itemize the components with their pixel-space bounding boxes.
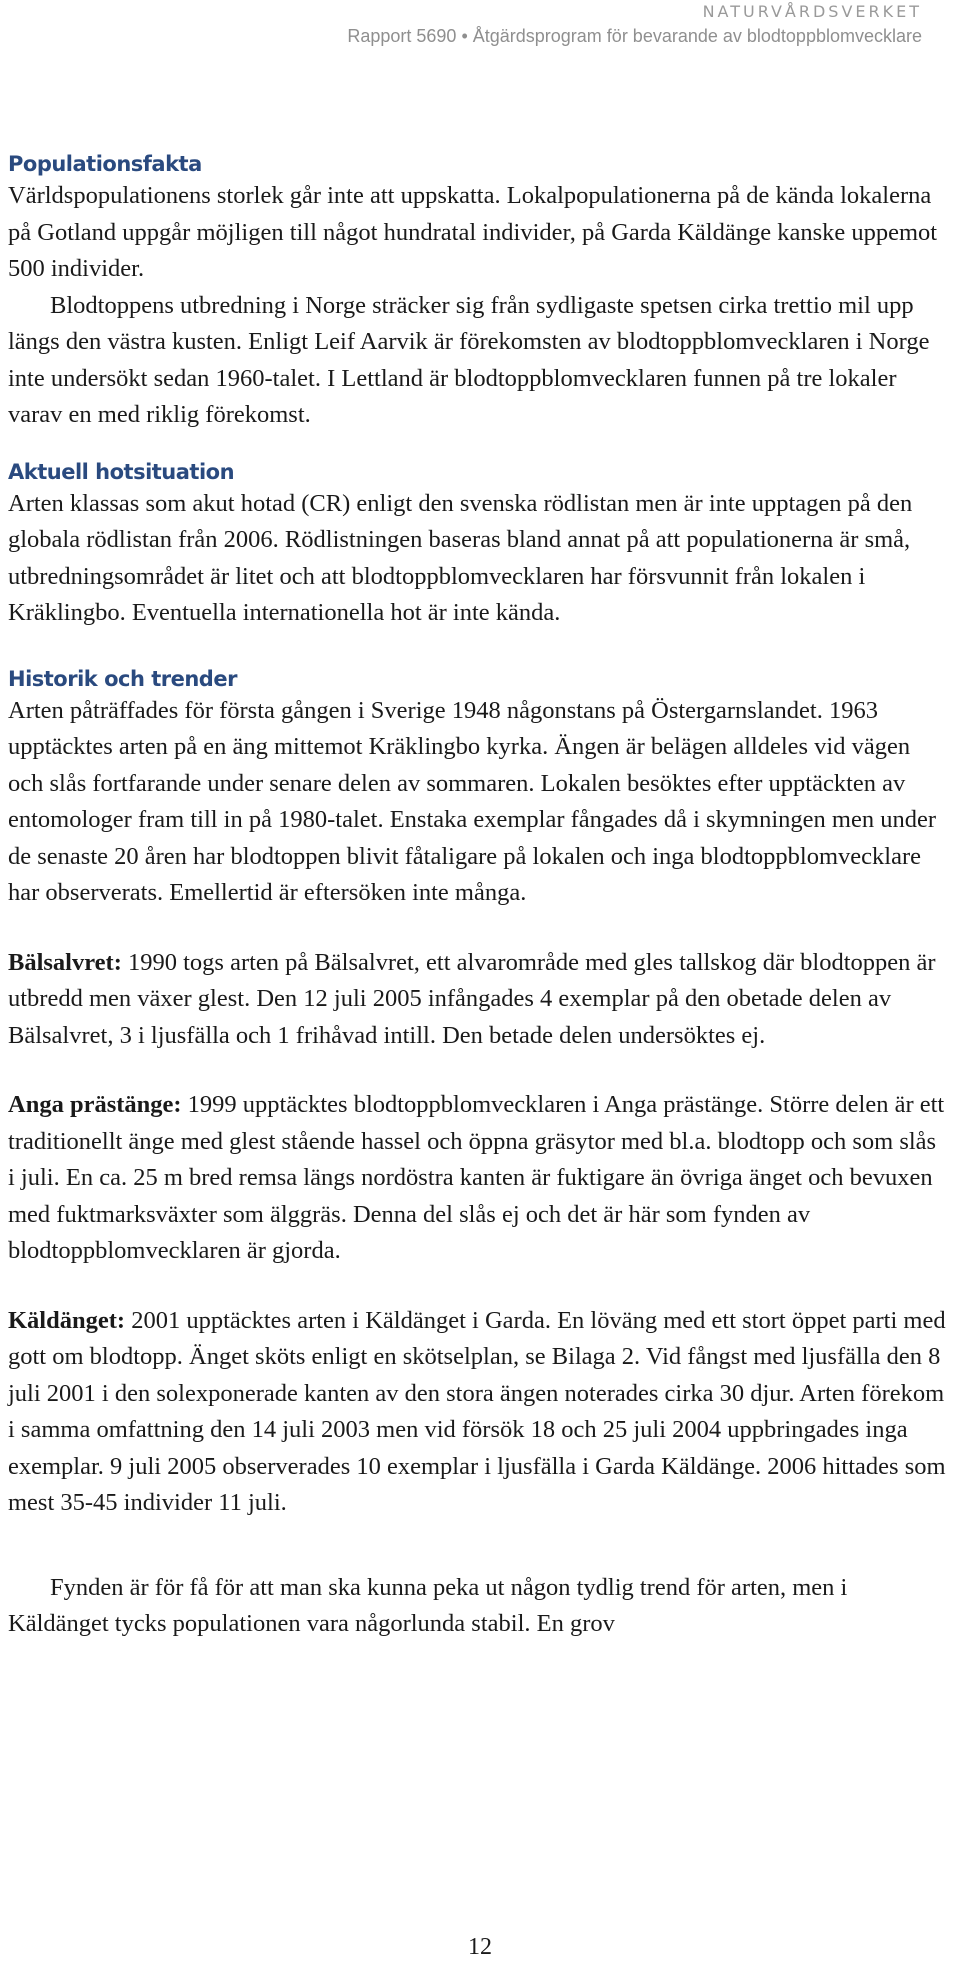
heading-population: Populationsfakta xyxy=(8,152,202,176)
publisher-name: NATURVÅRDSVERKET xyxy=(702,2,922,21)
paragraph-population-2: Blodtoppens utbredning i Norge sträcker sig från sydligaste spetsen cirka trettio mil upp längs den västra kusten. Enligt Leif Aarvik är förekomsten av blodtoppblomvecklaren i Norge inte undersökt sedan 1960-talet. I Lettland är blodtoppblomvecklaren funnen på tre lokaler varav en med riklig förekomst. xyxy=(8,291,930,428)
locality-label-balsalvret: Bälsalvret: xyxy=(8,948,122,976)
paragraph-kaldanget xyxy=(8,1303,948,1522)
heading-history: Historik och trender xyxy=(8,666,237,691)
locality-text-kaldanget: 2001 upptäcktes arten i Käldänget i Garda. En löväng med ett stort öppet parti med gott om blodtopp. Änget sköts enligt en skötselplan, se Bilaga 2. Vid fångst med ljusfälla den 8 juli 2001 i den solexponerade kanten av den stora ängen noterades cirka 30 djur. Arten förekom i samma omfattning den 14 juli 2003 men vid försök 18 och 25 juli 2004 uppbringades inga exemplar. 9 juli 2005 observerades 10 exemplar i ljusfälla i Garda Käldänge. 2006 hittades som mest 35-45 individer 11 juli. xyxy=(8,1306,946,1516)
locality-label-anga: Anga prästänge: xyxy=(8,1091,182,1118)
heading-threat: Aktuell hotsituation xyxy=(8,459,235,484)
locality-text-anga: 1999 upptäcktes blodtoppblomvecklaren i Anga prästänge. Större delen är ett traditionellt änge med glest stående hassel och öppna gräsytor med bl.a. blodtopp och som slås i juli. En ca. 25 m bred remsa längs nordöstra kanten är fuktigare än övriga änget och bevuxen med fuktmarksväxter som älggräs. Denna del slås ej och det är här som fynden av blodtoppblomvecklaren är gjorda. xyxy=(8,1091,945,1264)
locality-label-kaldanget: Käldänget: xyxy=(8,1306,126,1334)
locality-text-balsalvret: 1990 togs arten på Bälsalvret, ett alvarområde med gles tallskog där blodtoppen är utbredd men växer glest. Den 12 juli 2005 infångades 4 exemplar på den obetade delen av Bälsalvret, 3 i ljusfälla och 1 frihåvad intill. Den betade delen undersöktes ej. xyxy=(8,948,936,1049)
paragraph-anga xyxy=(8,1087,948,1270)
document-body xyxy=(8,150,948,1643)
page-number: 12 xyxy=(468,1934,492,1960)
paragraph-threat-1: Arten klassas som akut hotad (CR) enligt den svenska rödlistan men är inte upptagen på den globala rödlistan från 2006. Rödlistningen baseras bland annat på att populationerna är små, utbredningsområdet är litet och att blodtoppblomvecklaren har försvunnit från lokalen i Kräklingbo. Eventuella internationella hot är inte kända. xyxy=(8,489,913,626)
paragraph-history-1: Arten påträffades för första gången i Sverige 1948 någonstans på Östergarnslandet. 1963 upptäcktes arten på en äng mittemot Kräklingbo kyrka. Ängen är belägen alldeles vid vägen och slås fortfarande under senare delen av sommaren. Lokalen besöktes efter upptäckten av entomologer fram till in på 1980-talet. Enstaka exemplar fångades då i skymningen men under de senaste 20 åren har blodtoppen blivit fåtaligare på lokalen och inga blodtoppblomvecklare har observerats. Emellertid är eftersöken inte många. xyxy=(8,696,936,906)
report-title: Rapport 5690 • Åtgärdsprogram för bevarande av blodtoppblomvecklare xyxy=(347,26,922,46)
paragraph-population-1: Världspopulationens storlek går inte att uppskatta. Lokalpopulationerna på de kända lokalerna på Gotland uppgår möjligen till något hundratal individer, på Garda Käldänge kanske uppemot 500 individer. xyxy=(8,182,938,282)
paragraph-trend: Fynden är för få för att man ska kunna peka ut någon tydlig trend för arten, men i Käldänget tycks populationen vara någorlunda stabil. En grov xyxy=(8,1573,848,1637)
paragraph-balsalvret xyxy=(8,945,948,1055)
page-header xyxy=(347,2,922,48)
